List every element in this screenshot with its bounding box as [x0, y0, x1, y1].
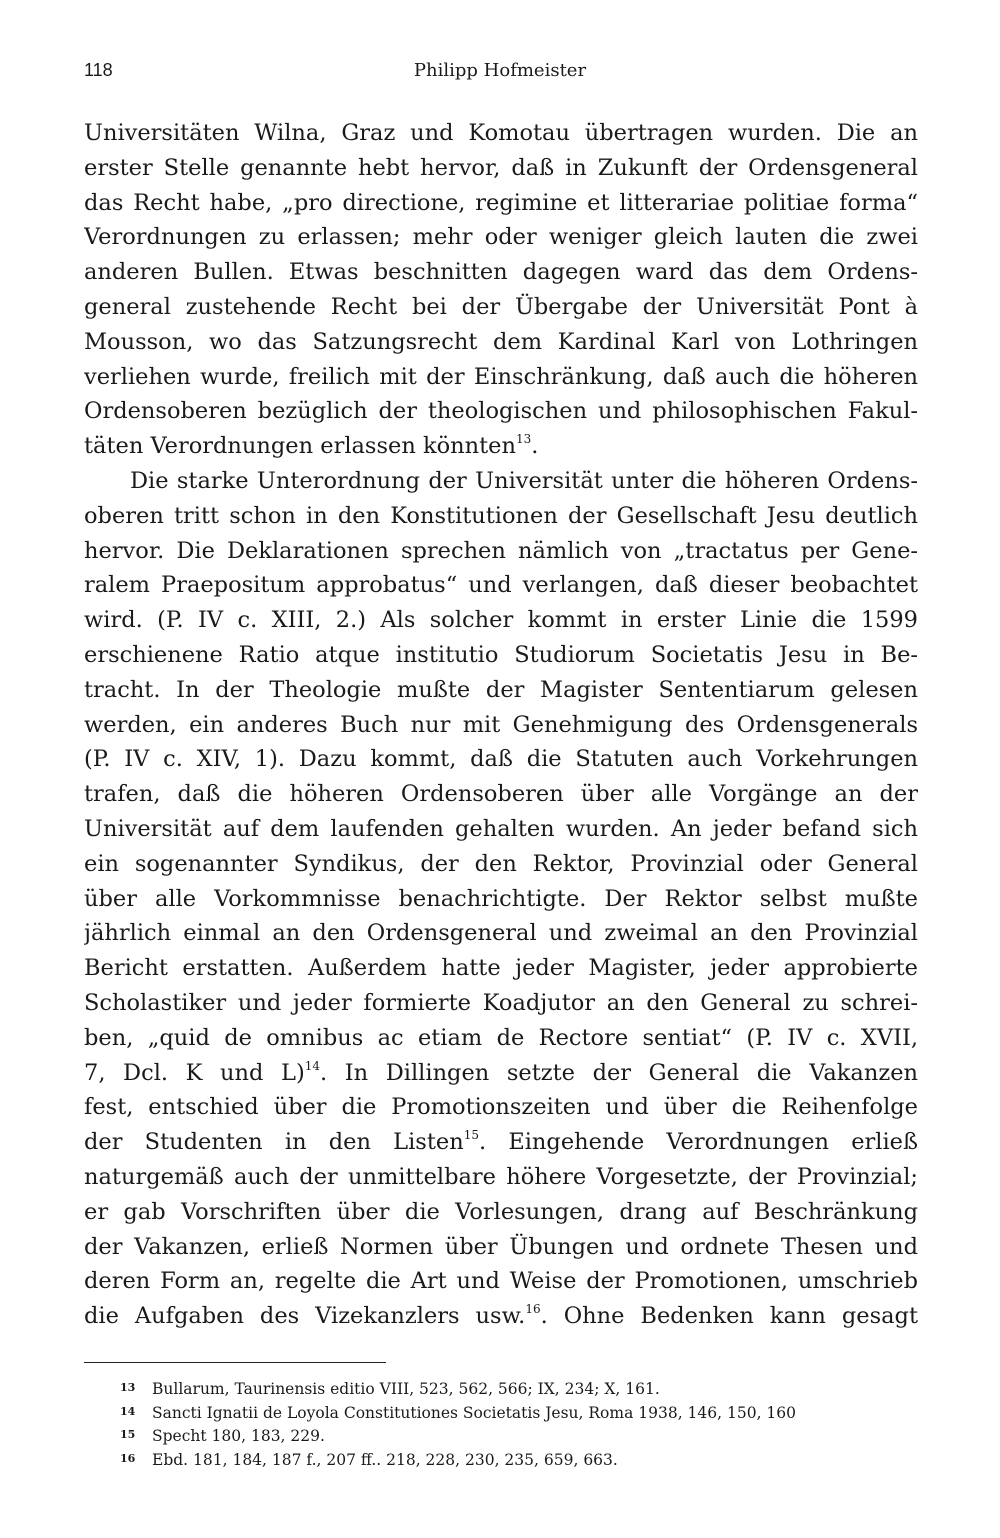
- body-text: [84, 116, 918, 1334]
- text-line: Die starke Unterordnung der Universität unter die höheren Ordens-: [130, 467, 918, 494]
- text-line: (P. IV c. XIV, 1). Dazu kommt, daß die Statuten auch Vorkehrungen: [84, 746, 918, 773]
- text-line: deren Form an, regelte die Art und Weise der Promotionen, umschrieb: [84, 1268, 918, 1295]
- footnote-ref-14[interactable]: 14: [304, 1058, 321, 1073]
- text-line: trafen, daß die höheren Ordensoberen über alle Vorgänge an der: [84, 781, 918, 808]
- footnote: [120, 1401, 920, 1425]
- text-line: oberen tritt schon in den Konstitutionen der Gesellschaft Jesu deutlich: [84, 502, 918, 529]
- text-line: tracht. In der Theologie mußte der Magister Sententiarum gelesen: [84, 676, 918, 703]
- text-line: Ordensoberen bezüglich der theologischen und philosophischen Fakul-: [84, 398, 918, 425]
- text-run: .: [531, 433, 539, 460]
- text-line: werden, ein anderes Buch nur mit Genehmigung des Ordensgenerals: [84, 711, 918, 738]
- text-line: ben, „quid de omnibus ac etiam de Rectore sentiat“ (P. IV c. XVII,: [84, 1024, 918, 1051]
- text-run: täten Verordnungen erlassen könnten: [84, 433, 516, 460]
- text-line: ein sogenannter Syndikus, der den Rektor, Provinzial oder General: [84, 850, 918, 877]
- text-line: Scholastiker und jeder formierte Koadjutor an den General zu schrei-: [84, 989, 918, 1016]
- footnote-number: 13: [120, 1381, 136, 1394]
- text-run: der Studenten in den Listen: [84, 1129, 464, 1156]
- text-line: general zustehende Recht bei der Übergabe der Universität Pont à: [84, 293, 918, 320]
- footnote: [120, 1448, 920, 1472]
- text-run: . Ohne Bedenken kann gesagt: [540, 1303, 918, 1330]
- text-line: ralem Praepositum approbatus“ und verlangen, daß dieser beobachtet: [84, 572, 918, 599]
- footnote-number: 14: [120, 1404, 136, 1418]
- text-line: hervor. Die Deklarationen sprechen nämlich von „tractatus per Gene-: [84, 537, 918, 564]
- text-run: . Eingehende Verordnungen erließ: [478, 1129, 918, 1156]
- footnote-ref-15[interactable]: 15: [463, 1128, 479, 1143]
- text-line: der Vakanzen, erließ Normen über Übungen und ordnete Thesen und: [84, 1233, 918, 1260]
- footnote-number: 16: [120, 1451, 136, 1465]
- footnote-text: Bullarum, Taurinensis editio VIII, 523, 562, 566; IX, 234; X, 161.: [152, 1380, 660, 1398]
- text-line: Universitäten Wilna, Graz und Komotau übertragen wurden. Die an: [84, 120, 918, 146]
- text-line: verliehen wurde, freilich mit der Einschränkung, daß auch die höheren: [84, 363, 918, 390]
- text-line: [84, 1299, 918, 1334]
- text-run: . In Dillingen setzte der General die Vakanzen: [320, 1059, 918, 1086]
- text-line: Bericht erstatten. Außerdem hatte jeder Magister, jeder approbierte: [84, 955, 918, 982]
- footnote-ref-13[interactable]: 13: [516, 432, 532, 447]
- footnote: [120, 1377, 920, 1401]
- text-line: das Recht habe, „pro directione, regimine et litterariae politiae forma“: [84, 189, 918, 216]
- page-header: [84, 60, 916, 90]
- text-run: die Aufgaben des Vizekanzlers usw.: [84, 1303, 526, 1330]
- text-line: über alle Vorkommnisse benachrichtigte. Der Rektor selbst mußte: [84, 885, 918, 912]
- text-line: [84, 1125, 918, 1160]
- text-line: erschienene Ratio atque institutio Studiorum Societatis Jesu in Be-: [84, 641, 918, 668]
- footnotes: [120, 1377, 920, 1471]
- text-run: 7, Dcl. K und L): [84, 1059, 305, 1086]
- text-line: Mousson, wo das Satzungsrecht dem Kardinal Karl von Lothringen: [84, 328, 918, 355]
- text-line: er gab Vorschriften über die Vorlesungen, drang auf Beschränkung: [84, 1198, 918, 1225]
- text-line: [84, 429, 918, 464]
- footnote-ref-16[interactable]: 16: [525, 1302, 541, 1317]
- footnote-text: Ebd. 181, 184, 187 f., 207 ff.. 218, 228, 230, 235, 659, 663.: [152, 1450, 618, 1469]
- footnote-divider: [84, 1362, 386, 1363]
- text-line: jährlich einmal an den Ordensgeneral und zweimal an den Provinzial: [84, 920, 918, 947]
- text-line: erster Stelle genannte hebt hervor, daß in Zukunft der Ordensgeneral: [84, 154, 918, 181]
- text-line: Universität auf dem laufenden gehalten wurden. An jeder befand sich: [84, 815, 918, 842]
- footnote-number: 15: [120, 1428, 136, 1441]
- text-line: anderen Bullen. Etwas beschnitten dagegen ward das dem Ordens-: [84, 259, 918, 286]
- footnote-text: Specht 180, 183, 229.: [152, 1427, 325, 1445]
- page-number: 118: [84, 60, 113, 80]
- text-line: wird. (P. IV c. XIII, 2.) Als solcher kommt in erster Linie die 1599: [84, 607, 918, 634]
- footnote-text: Sancti Ignatii de Loyola Constitutiones Societatis Jesu, Roma 1938, 146, 150, 160: [152, 1403, 797, 1422]
- footnote: [120, 1424, 920, 1448]
- text-line: naturgemäß auch der unmittelbare höhere Vorgesetzte, der Provinzial;: [84, 1163, 918, 1190]
- text-line: [84, 1056, 918, 1091]
- text-line: Verordnungen zu erlassen; mehr oder weniger gleich lauten die zwei: [84, 224, 918, 251]
- running-title: Philipp Hofmeister: [413, 60, 587, 81]
- text-line: fest, entschied über die Promotionszeiten und über die Reihenfolge: [84, 1094, 918, 1121]
